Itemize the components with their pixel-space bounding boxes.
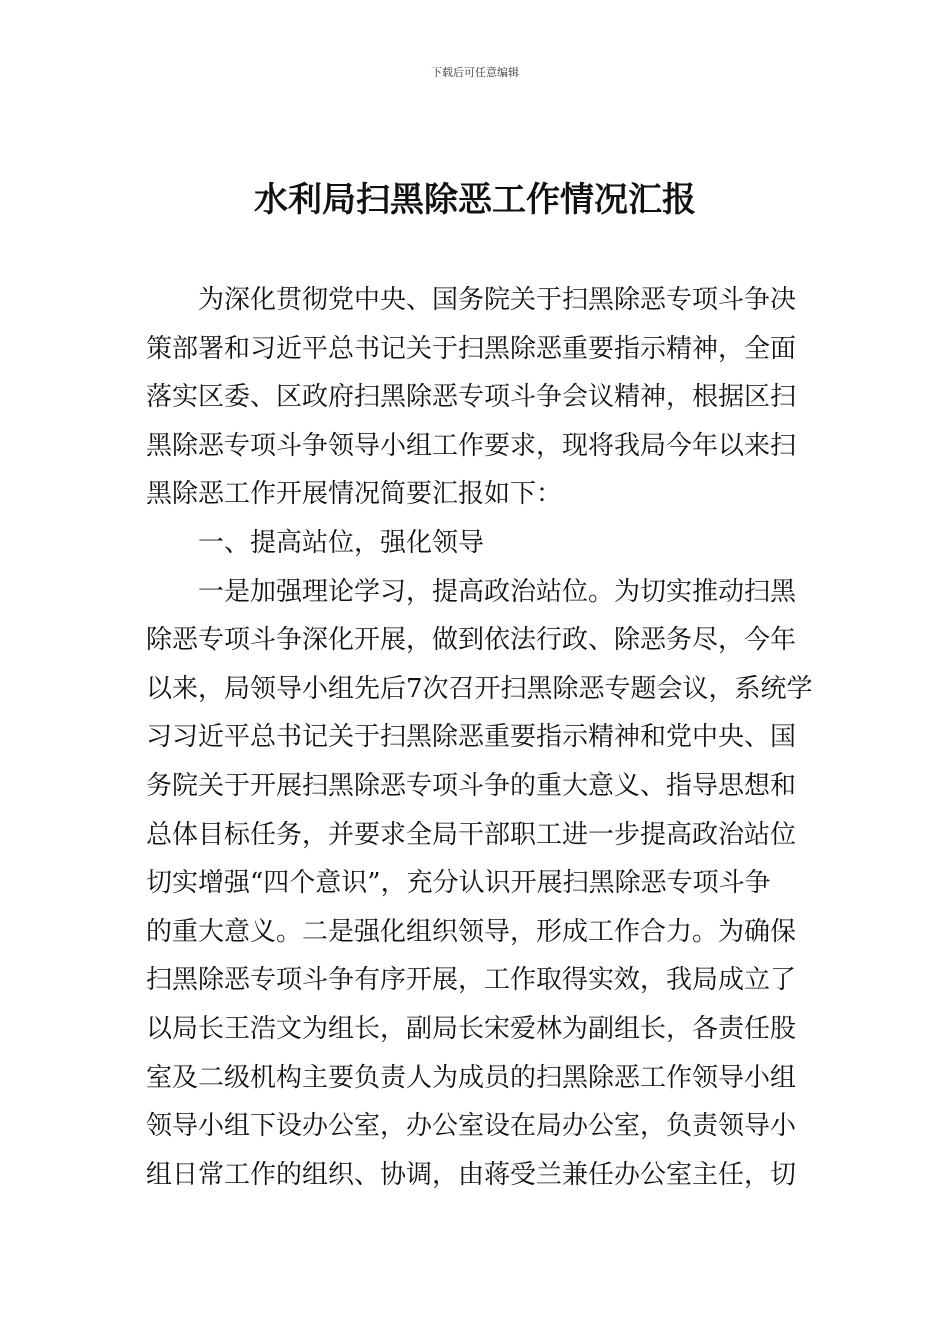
paragraph-line: 务院关于开展扫黑除恶专项斗争的重大意义、指导思想和 (146, 770, 797, 801)
paragraph-line: 为深化贯彻党中央、国务院关于扫黑除恶专项斗争决 (198, 285, 797, 315)
document-body (146, 276, 813, 1199)
header-note: 下载后可任意编辑 (431, 66, 519, 79)
paragraph-line: 总体目标任务，并要求全局干部职工进一步提高政治站位 (146, 819, 797, 850)
paragraph-line: 切实增强“四个意识”，充分认识开展扫黑除恶专项斗争 (146, 868, 771, 899)
paragraph-line: 的重大意义。二是强化组织领导，形成工作合力。为确保 (146, 916, 797, 947)
paragraph-line: 黑除恶专项斗争领导小组工作要求，现将我局今年以来扫 (146, 430, 797, 461)
paragraph-line: 习习近平总书记关于扫黑除恶重要指示精神和党中央、国 (146, 722, 797, 753)
section-heading: 一、提高站位，强化领导 (198, 527, 485, 558)
paragraph-line: 一是加强理论学习，提高政治站位。为切实推动扫黑 (198, 576, 797, 607)
paragraph-line: 除恶专项斗争深化开展，做到依法行政、除恶务尽，今年 (146, 625, 797, 656)
paragraph-line: 领导小组下设办公室，办公室设在局办公室，负责领导小 (146, 1111, 797, 1142)
paragraph-line: 以局长王浩文为组长，副局长宋爱林为副组长，各责任股 (146, 1013, 797, 1044)
paragraph-line: 以来，局领导小组先后7次召开扫黑除恶专题会议，系统学 (146, 673, 813, 704)
paragraph-line: 落实区委、区政府扫黑除恶专项斗争会议精神，根据区扫 (146, 382, 797, 413)
paragraph-line: 室及二级机构主要负责人为成员的扫黑除恶工作领导小组 (146, 1062, 797, 1093)
document-title: 水利局扫黑除恶工作情况汇报 (254, 180, 696, 220)
paragraph-line: 扫黑除恶专项斗争有序开展，工作取得实效，我局成立了 (146, 965, 797, 996)
paragraph-line: 策部署和习近平总书记关于扫黑除恶重要指示精神，全面 (146, 333, 797, 364)
paragraph-line: 黑除恶工作开展情况简要汇报如下： (146, 479, 563, 510)
paragraph-line: 组日常工作的组织、协调，由蒋受兰兼任办公室主任，切 (146, 1159, 797, 1190)
